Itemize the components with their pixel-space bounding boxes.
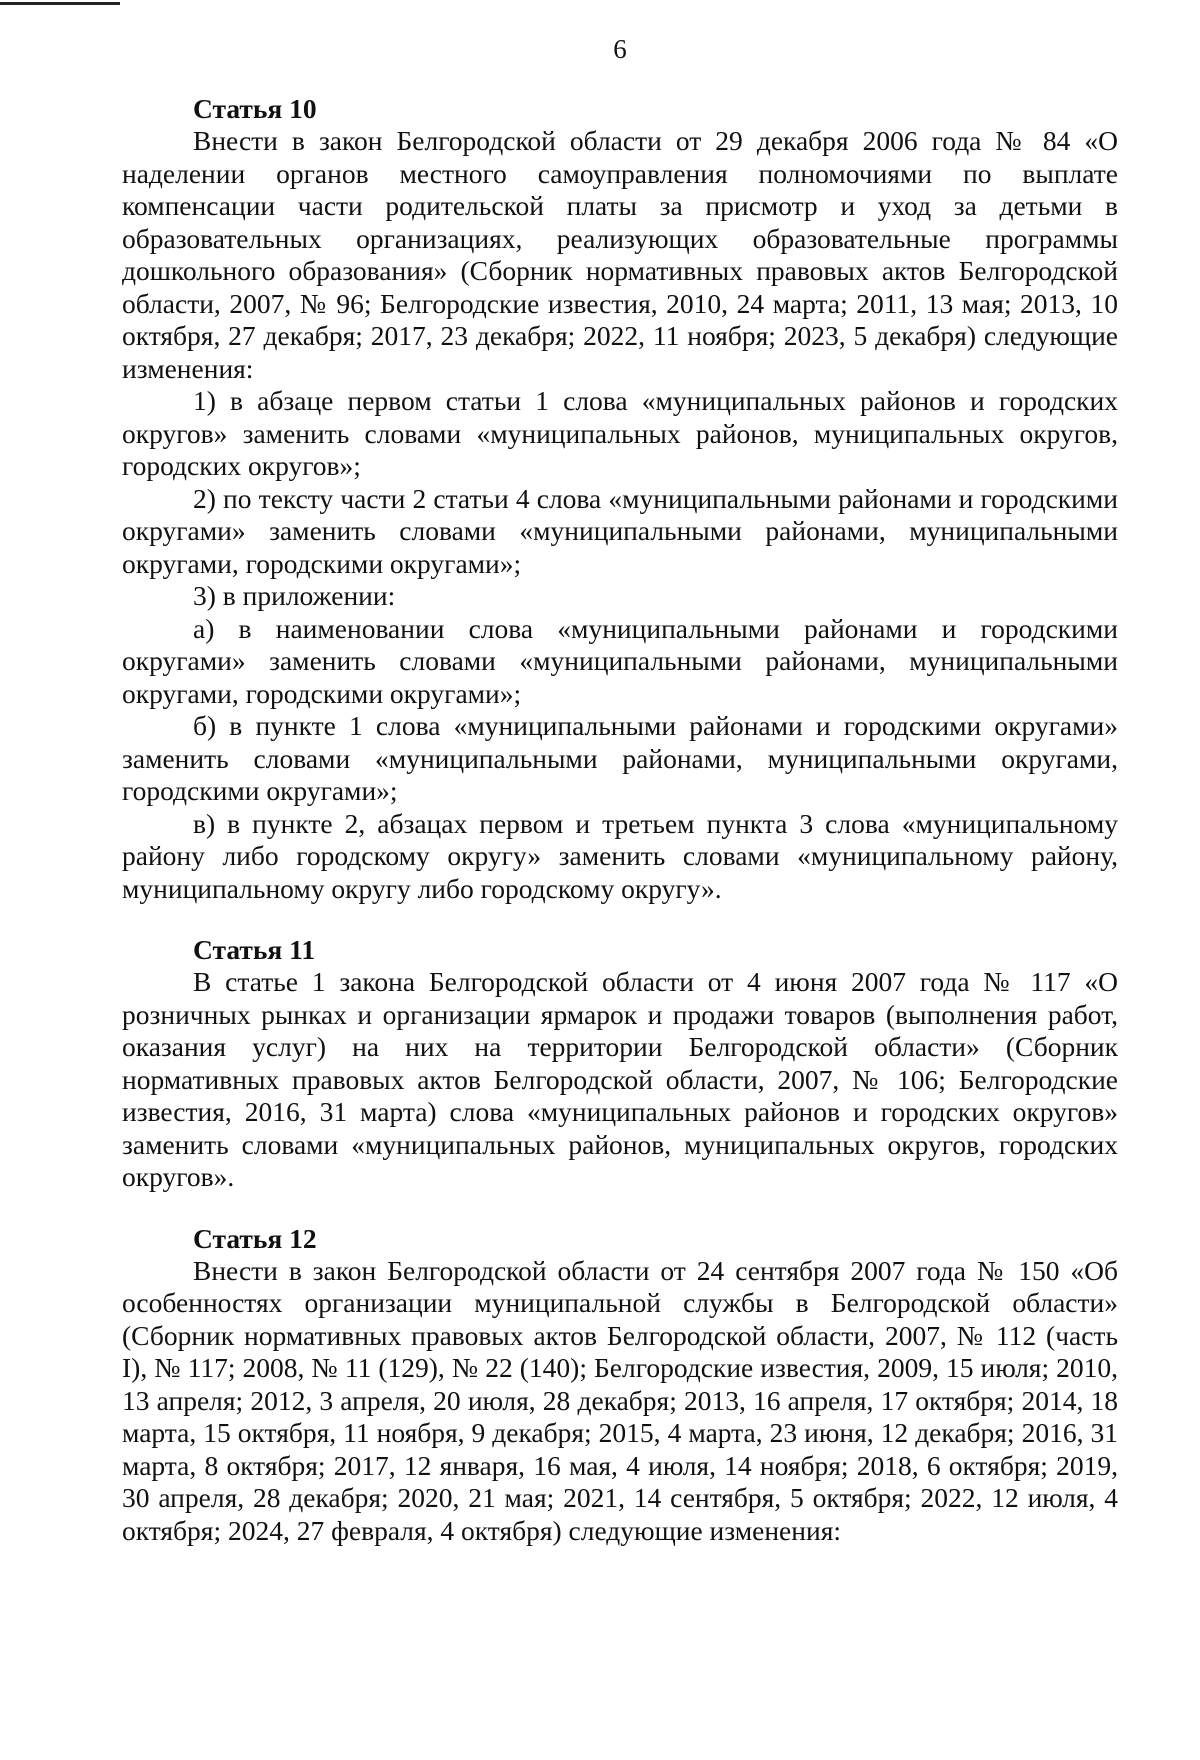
article-10: [122, 92, 1118, 905]
article-paragraph: 3) в приложении:: [193, 580, 396, 611]
document-page: [122, 34, 1118, 1575]
article-paragraph: б) в пункте 1 слова «муниципальными районами и городскими округами» заменить словами «муниципальными районами, муниципальными округами, городскими округами»;: [122, 710, 1118, 806]
article-paragraph: Внести в закон Белгородской области от 29 декабря 2006 года № 84 «О наделении органов местного самоуправления полномочиями по выплате компенсации части родительской платы за присмотр и уход за детьми в образовательных организациях, реализующих образовательные программы дошкольного образования» (Сборник нормативных правовых актов Белгородской области, 2007, № 96; Белгородские известия, 2010, 24 марта; 2011, 13 мая; 2013, 10 октября, 27 декабря; 2017, 23 декабря; 2022, 11 ноября; 2023, 5 декабря) следующие изменения:: [122, 125, 1118, 384]
article-paragraph: в) в пункте 2, абзацах первом и третьем пункта 3 слова «муниципальному району либо городскому округу» заменить словами «муниципальному району, муниципальному округу либо городскому округу».: [122, 807, 1118, 904]
article-paragraph: В статье 1 закона Белгородской области от 4 июня 2007 года № 117 «О розничных рынках и организации ярмарок и продажи товаров (выполнения работ, оказания услуг) на них на территории Белгородской области» (Сборник нормативных правовых актов Белгородской области, 2007, № 106; Белгородские известия, 2016, 31 марта) слова «муниципальных районов и городских округов» заменить словами «муниципальных районов, муниципальных округов, городских округов».: [122, 966, 1118, 1192]
article-11: [122, 933, 1118, 1194]
article-paragraph: а) в наименовании слова «муниципальными районами и городскими округами» заменить словами «муниципальными районами, муниципальными округами, городскими округами»;: [122, 612, 1118, 709]
article-paragraph: 1) в абзаце первом статьи 1 слова «муниципальных районов и городских округов» заменить словами «муниципальных районов, муниципальных округов, городских округов»;: [122, 385, 1118, 481]
article-paragraph: Внести в закон Белгородской области от 24 сентября 2007 года № 150 «Об особенностях организации муниципальной службы в Белгородской области» (Сборник нормативных правовых актов Белгородской области, 2007, № 112 (часть I), № 117; 2008, № 11 (129), № 22 (140); Белгородские известия, 2009, 15 июля; 2010, 13 апреля; 2012, 3 апреля, 20 июля, 28 декабря; 2013, 16 апреля, 17 октября; 2014, 18 марта, 15 октября, 11 ноября, 9 декабря; 2015, 4 марта, 23 июня, 12 декабря; 2016, 31 марта, 8 октября; 2017, 12 января, 16 мая, 4 июля, 14 ноября; 2018, 6 октября; 2019, 30 апреля, 28 декабря; 2020, 21 мая; 2021, 14 сентября, 5 октября; 2022, 12 июля, 4 октября; 2024, 27 февраля, 4 октября) следующие изменения:: [122, 1254, 1118, 1546]
scan-edge-mark: [0, 2, 120, 5]
article-title: Статья 10: [193, 93, 317, 124]
article-paragraph: 2) по тексту части 2 статьи 4 слова «муниципальными районами и городскими округами» заменить словами «муниципальными районами, муниципальными округами, городскими округами»;: [122, 482, 1118, 579]
article-title: Статья 11: [193, 934, 316, 965]
page-number: 6: [613, 34, 627, 64]
article-12: [122, 1222, 1118, 1548]
article-title: Статья 12: [193, 1222, 317, 1254]
